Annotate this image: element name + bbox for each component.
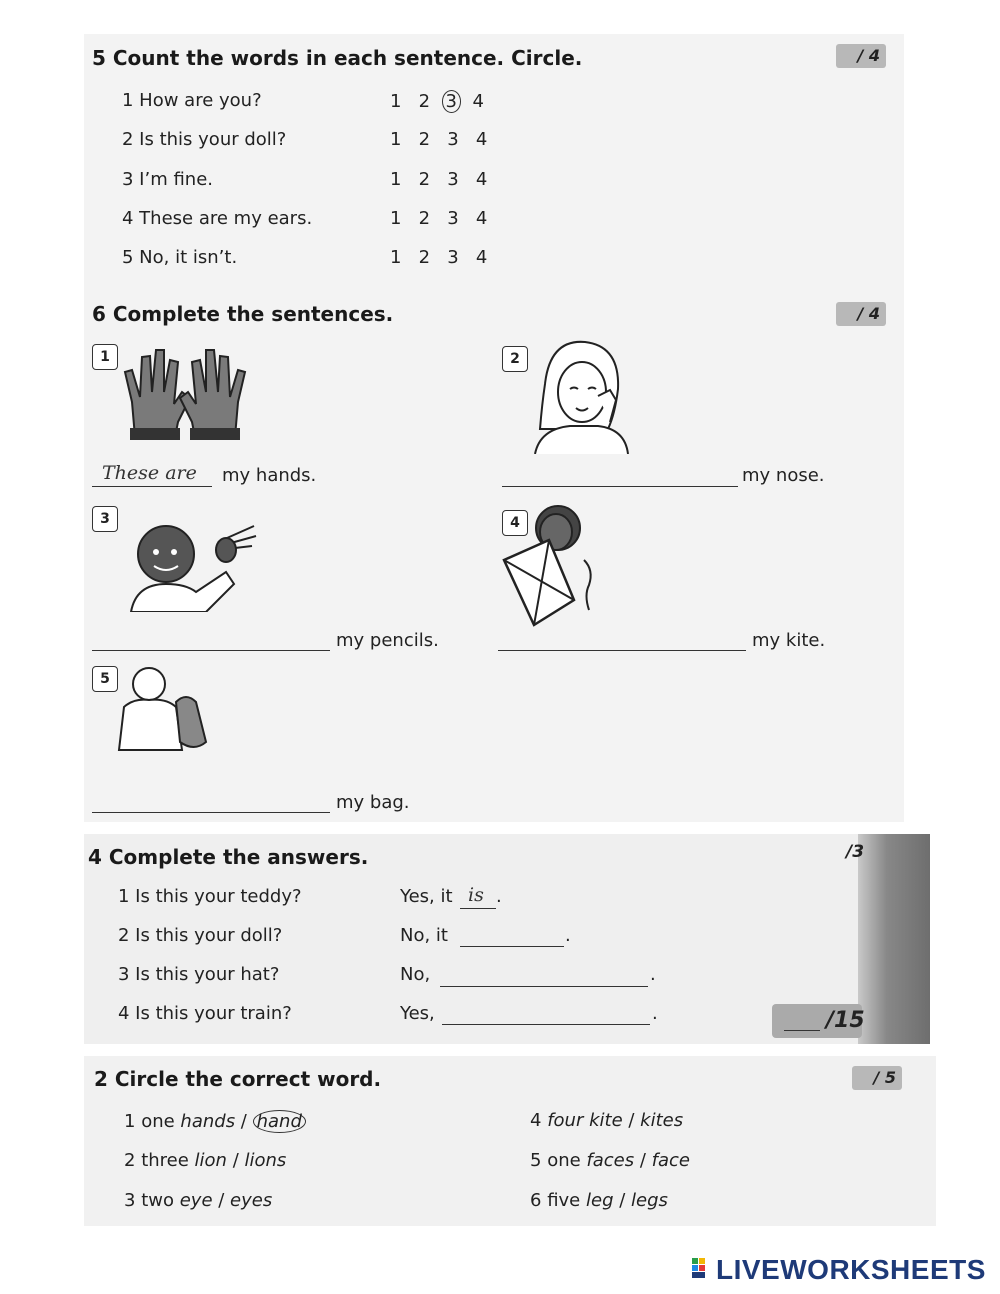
total-score: /15 bbox=[826, 1008, 865, 1033]
choice-b[interactable]: eyes bbox=[230, 1190, 273, 1211]
item-number: 2 bbox=[124, 1150, 136, 1171]
ex4-end-1: . bbox=[496, 886, 502, 907]
liveworksheets-logo[interactable]: LIVEWORKSHEETS bbox=[716, 1254, 986, 1285]
ex6-answer-1[interactable]: These are bbox=[102, 462, 197, 484]
ex5-sentence-3: 3 I’m fine. bbox=[122, 169, 214, 190]
ex6-number-2: 2 bbox=[502, 346, 528, 372]
choice-a[interactable]: kite bbox=[589, 1110, 623, 1131]
ex5-options-5[interactable] bbox=[390, 247, 487, 268]
ex4-question-1: 1 Is this your teddy? bbox=[118, 886, 302, 907]
item-word: two bbox=[141, 1190, 174, 1211]
ex4-end-3: . bbox=[650, 964, 656, 985]
option[interactable]: 3 bbox=[447, 208, 459, 229]
option[interactable]: 1 bbox=[390, 169, 402, 190]
option[interactable]: 1 bbox=[390, 91, 402, 112]
ex6-line-2[interactable] bbox=[502, 486, 738, 487]
choice-b[interactable]: legs bbox=[631, 1190, 668, 1211]
ex4-title: 4 Complete the answers. bbox=[88, 845, 369, 869]
ex4-end-2: . bbox=[565, 925, 571, 946]
ex5-title: 5 Count the words in each sentence. Circle. bbox=[92, 46, 583, 70]
option[interactable]: 4 bbox=[472, 91, 484, 112]
ex2-item-4[interactable]: 4 four kite / kites bbox=[530, 1110, 684, 1131]
option[interactable]: 2 bbox=[418, 208, 431, 229]
option[interactable]: 4 bbox=[475, 129, 488, 150]
option[interactable]: 2 bbox=[418, 247, 431, 268]
ex5-sentence-5: 5 No, it isn’t. bbox=[122, 247, 238, 268]
total-score-line[interactable] bbox=[784, 1030, 820, 1031]
ex2-title: 2 Circle the correct word. bbox=[94, 1067, 382, 1091]
boy-bag-illustration bbox=[114, 662, 214, 752]
choice-a[interactable]: faces bbox=[586, 1150, 635, 1171]
option[interactable]: 4 bbox=[475, 169, 488, 190]
ex2-item-2[interactable]: 2 three lion / lions bbox=[124, 1150, 287, 1171]
ex6-line-4[interactable] bbox=[498, 650, 746, 651]
ex4-score-tab: /3 bbox=[846, 842, 865, 862]
option[interactable]: 4 bbox=[475, 208, 488, 229]
option[interactable]: 3 bbox=[447, 247, 459, 268]
item-word: one bbox=[547, 1150, 581, 1171]
item-number: 3 bbox=[124, 1190, 136, 1211]
ex5-options-3[interactable] bbox=[390, 169, 487, 190]
ex5-options-2[interactable] bbox=[390, 129, 487, 150]
ex4-start-2: No, it bbox=[400, 925, 448, 946]
option[interactable]: 1 bbox=[390, 247, 402, 268]
ex6-tail-3: my pencils. bbox=[336, 630, 439, 651]
choice-a[interactable]: leg bbox=[586, 1190, 614, 1211]
choice-a[interactable]: lion bbox=[194, 1150, 227, 1171]
item-word: one bbox=[141, 1111, 175, 1132]
ex4-question-2: 2 Is this your doll? bbox=[118, 925, 283, 946]
girl-nose-illustration bbox=[520, 334, 640, 454]
ex6-line-5[interactable] bbox=[92, 812, 330, 813]
ex4-line-2[interactable] bbox=[460, 946, 564, 947]
item-number: 6 bbox=[530, 1190, 542, 1211]
ex6-number-1: 1 bbox=[92, 344, 118, 370]
liveworksheets-logo-icon bbox=[692, 1258, 712, 1278]
ex2-item-5[interactable]: 5 one faces / face bbox=[530, 1150, 690, 1171]
ex5-options-1[interactable] bbox=[390, 90, 484, 113]
ex5-score: / 4 bbox=[836, 44, 886, 68]
choice-a[interactable]: hands bbox=[180, 1111, 236, 1132]
option[interactable]: 3 bbox=[447, 169, 459, 190]
choice-b[interactable]: lions bbox=[244, 1150, 287, 1171]
ex6-tail-2: my nose. bbox=[742, 465, 825, 486]
item-word: three bbox=[141, 1150, 189, 1171]
ex2-item-1[interactable]: 1 one hands / hand bbox=[124, 1110, 306, 1133]
ex2-item-6[interactable]: 6 five leg / legs bbox=[530, 1190, 668, 1211]
option[interactable]: 2 bbox=[418, 129, 431, 150]
ex4-start-4: Yes, bbox=[400, 1003, 435, 1024]
ex5-sentence-4: 4 These are my ears. bbox=[122, 208, 313, 229]
ex6-score: / 4 bbox=[836, 302, 886, 326]
option[interactable]: 3 bbox=[447, 129, 459, 150]
scan-shadow-strip bbox=[858, 834, 930, 1044]
hands-illustration bbox=[120, 342, 250, 442]
ex4-end-4: . bbox=[652, 1003, 658, 1024]
girl-kite-illustration bbox=[494, 500, 614, 630]
ex2-score: / 5 bbox=[852, 1066, 902, 1090]
item-word: five bbox=[547, 1190, 581, 1211]
ex2-item-3[interactable]: 3 two eye / eyes bbox=[124, 1190, 273, 1211]
ex5-sentence-2: 2 Is this your doll? bbox=[122, 129, 287, 150]
ex4-line-1[interactable] bbox=[460, 908, 496, 909]
option[interactable]: 1 bbox=[390, 129, 402, 150]
ex6-number-5: 5 bbox=[92, 666, 118, 692]
ex5-options-4[interactable] bbox=[390, 208, 487, 229]
ex4-start-1: Yes, it bbox=[400, 886, 453, 907]
option[interactable]: 4 bbox=[475, 247, 488, 268]
ex4-line-3[interactable] bbox=[440, 986, 648, 987]
ex4-line-4[interactable] bbox=[442, 1024, 650, 1025]
item-number: 5 bbox=[530, 1150, 542, 1171]
choice-b-circled[interactable]: hand bbox=[253, 1110, 306, 1133]
ex6-tail-5: my bag. bbox=[336, 792, 410, 813]
item-number: 1 bbox=[124, 1111, 136, 1132]
ex4-question-4: 4 Is this your train? bbox=[118, 1003, 292, 1024]
choice-b[interactable]: kites bbox=[640, 1110, 684, 1131]
ex4-start-3: No, bbox=[400, 964, 431, 985]
ex6-tail-4: my kite. bbox=[752, 630, 826, 651]
option[interactable]: 1 bbox=[390, 208, 402, 229]
choice-a[interactable]: eye bbox=[179, 1190, 213, 1211]
option-circled[interactable]: 3 bbox=[442, 90, 461, 113]
ex6-line-1[interactable] bbox=[92, 486, 212, 487]
ex4-answer-1[interactable]: is bbox=[468, 884, 484, 906]
ex6-number-4: 4 bbox=[502, 510, 528, 536]
boy-pencils-illustration bbox=[126, 512, 266, 612]
ex6-line-3[interactable] bbox=[92, 650, 330, 651]
item-number: 4 bbox=[530, 1110, 542, 1131]
choice-b[interactable]: face bbox=[651, 1150, 690, 1171]
option[interactable]: 2 bbox=[418, 169, 431, 190]
item-word: four bbox=[547, 1110, 584, 1131]
ex6-number-3: 3 bbox=[92, 506, 118, 532]
ex5-sentence-1: 1 How are you? bbox=[122, 90, 262, 111]
ex6-tail-1: my hands. bbox=[222, 465, 317, 486]
ex6-title: 6 Complete the sentences. bbox=[92, 302, 394, 326]
option[interactable]: 2 bbox=[418, 91, 431, 112]
ex4-question-3: 3 Is this your hat? bbox=[118, 964, 280, 985]
